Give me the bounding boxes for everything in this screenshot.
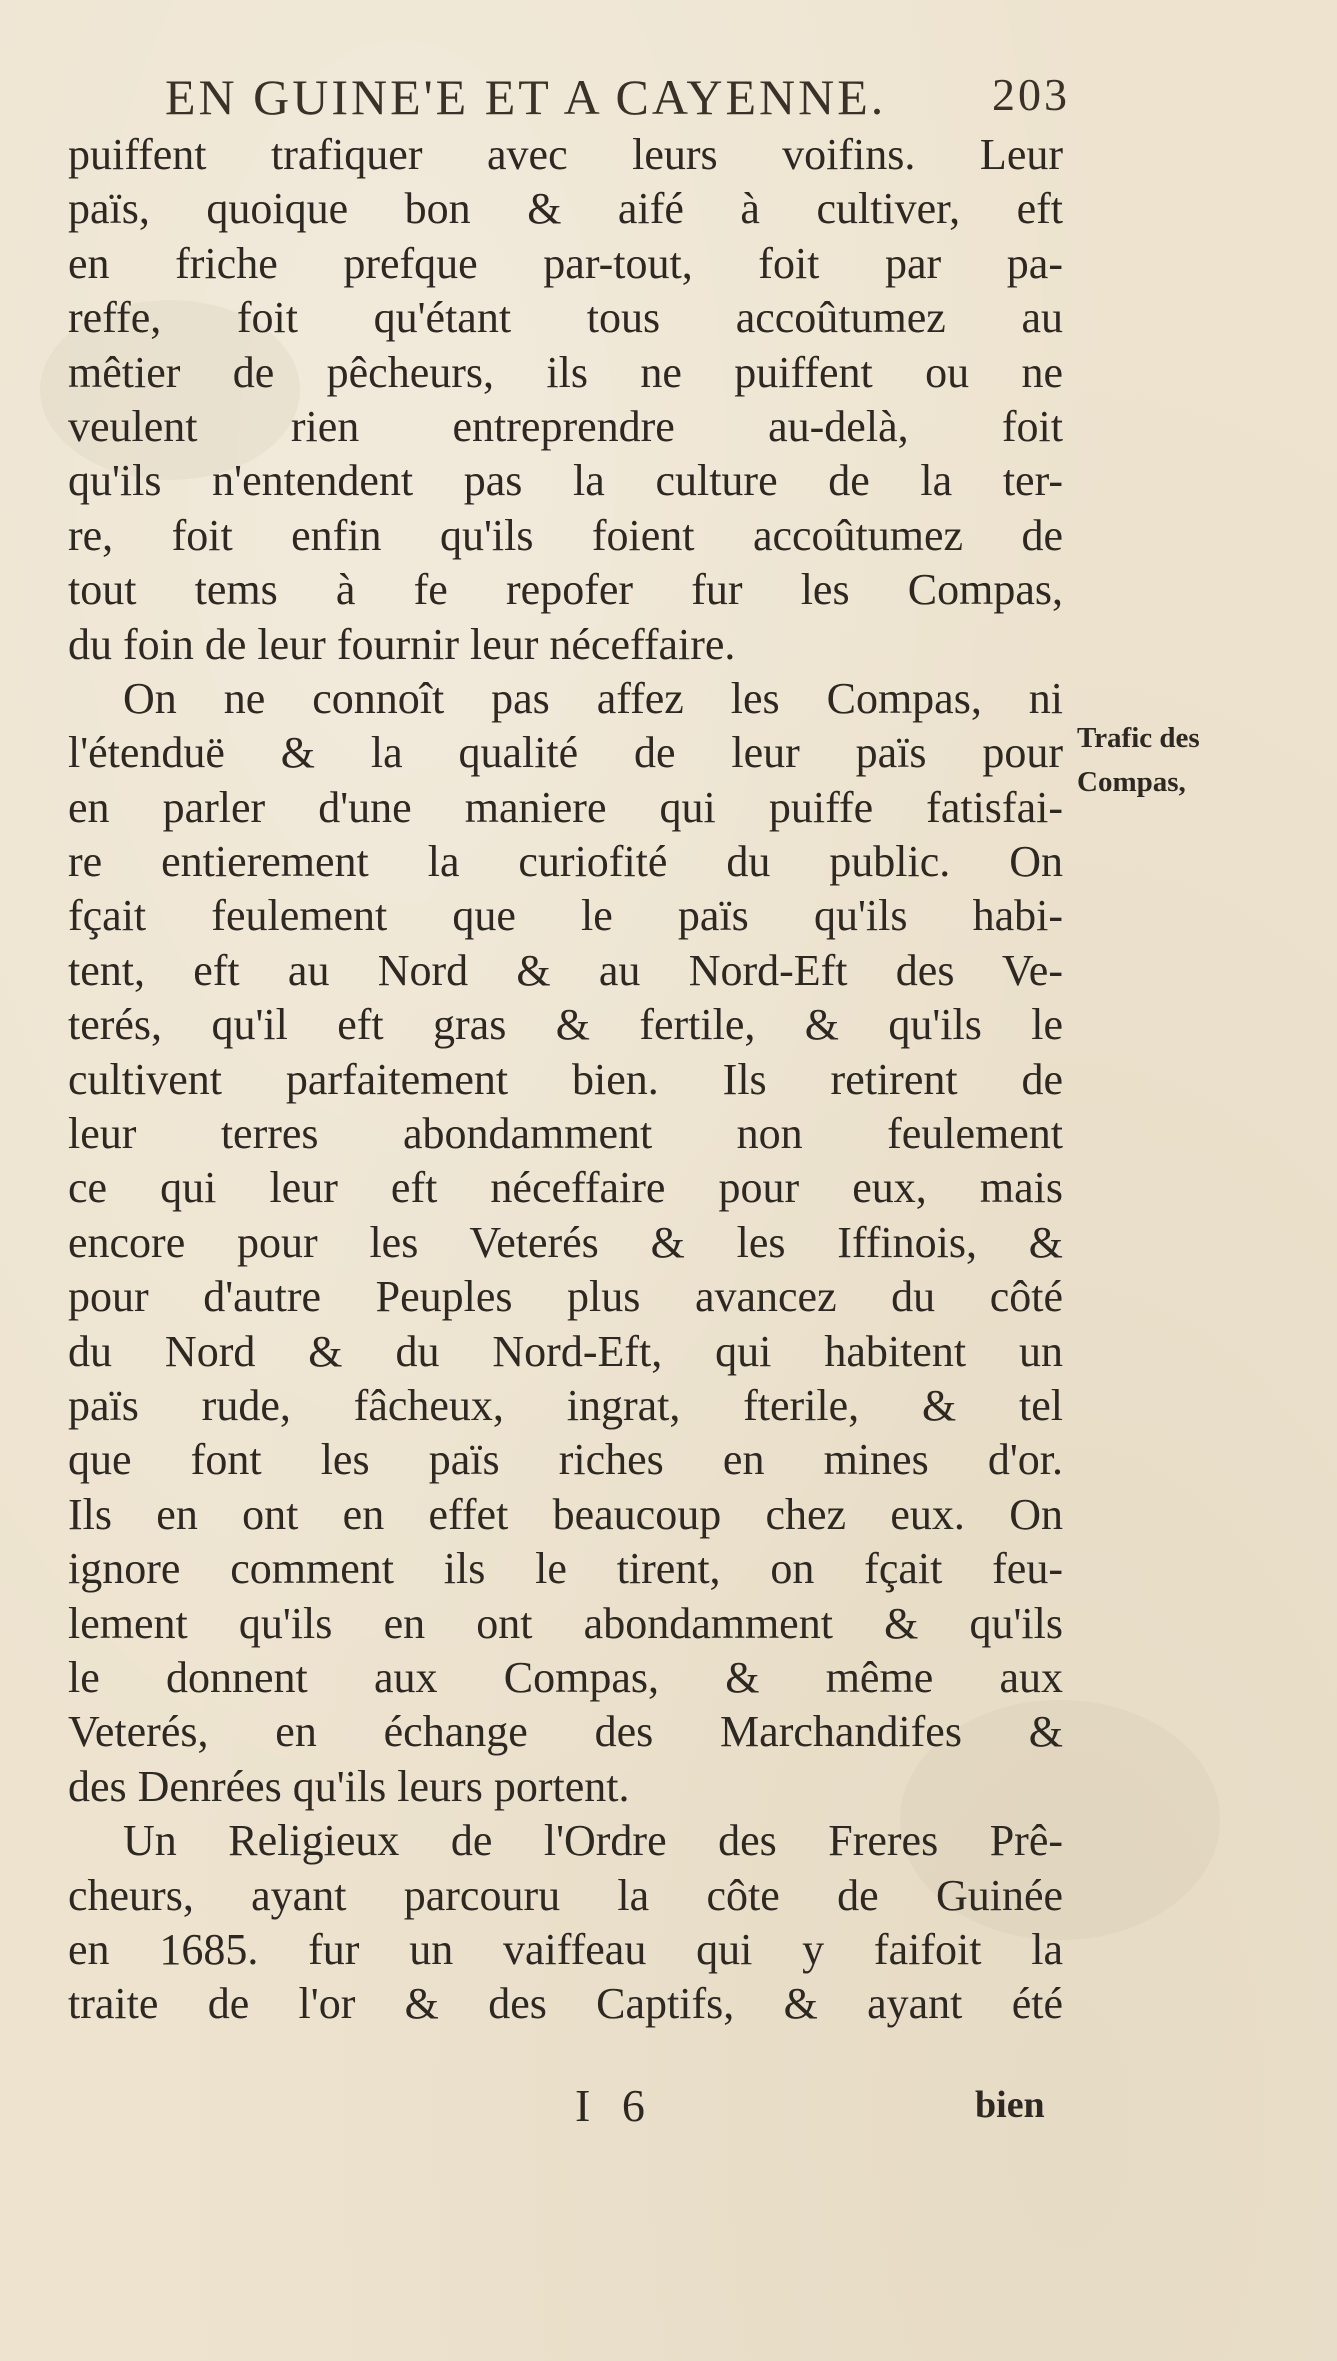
text-line: du Nord & du Nord-Eft, qui habitent un — [68, 1326, 1063, 1376]
text-line: terés, qu'il eft gras & fertile, & qu'ils le — [68, 1000, 1063, 1050]
text-line: païs, quoique bon & aifé à cultiver, eft — [68, 184, 1063, 234]
text-line: leur terres abondamment non feulement — [68, 1109, 1063, 1159]
text-line: le donnent aux Compas, & même aux — [68, 1652, 1063, 1702]
text-line: Ils en ont en effet beaucoup chez eux. On — [68, 1489, 1063, 1539]
text-line: encore pour les Veterés & les Iffinois, & — [68, 1217, 1063, 1267]
paragraph-start-line: Un Religieux de l'Ordre des Freres Prê- — [123, 1816, 1063, 1866]
text-line: lement qu'ils en ont abondamment & qu'ils — [68, 1598, 1063, 1648]
signature-mark: I 6 — [575, 2080, 655, 2131]
text-line: des Denrées qu'ils leurs portent. — [68, 1761, 630, 1811]
text-line: païs rude, fâcheux, ingrat, fterile, & tel — [68, 1380, 1063, 1430]
page-number: 203 — [992, 69, 1070, 120]
text-line: en friche prefque par-tout, foit par pa- — [68, 238, 1063, 288]
paragraph-start-line: On ne connoît pas affez les Compas, ni — [123, 673, 1063, 723]
text-line: traite de l'or & des Captifs, & ayant été — [68, 1979, 1063, 2029]
marginal-note-line: Trafic des — [1077, 722, 1200, 754]
text-line: puiffent trafiquer avec leurs voifins. Leur — [68, 130, 1063, 179]
text-line: ignore comment ils le tirent, on fçait feu- — [68, 1544, 1063, 1594]
body-text — [68, 128, 1063, 2032]
catchword: bien — [975, 2084, 1045, 2126]
marginal-note — [1077, 716, 1307, 804]
text-line: re entierement la curiofité du public. On — [68, 837, 1063, 887]
text-line: ce qui leur eft néceffaire pour eux, mais — [68, 1163, 1063, 1213]
text-line: Veterés, en échange des Marchandifes & — [68, 1707, 1063, 1757]
text-line: reffe, foit qu'étant tous accoûtumez au — [68, 293, 1063, 343]
text-line: l'étenduë & la qualité de leur païs pour — [68, 728, 1063, 778]
text-line: en 1685. fur un vaiffeau qui y faifoit la — [68, 1924, 1063, 1974]
text-line: tout tems à fe repofer fur les Compas, — [68, 565, 1063, 615]
running-title: EN GUINE'E ET A CAYENNE. — [165, 69, 887, 125]
text-line: tent, eft au Nord & au Nord-Eft des Ve- — [68, 945, 1063, 995]
text-line: en parler d'une maniere qui puiffe fatisfai- — [68, 782, 1063, 832]
text-line: que font les païs riches en mines d'or. — [68, 1435, 1063, 1485]
text-line: cultivent parfaitement bien. Ils retirent de — [68, 1054, 1063, 1104]
text-line: re, foit enfin qu'ils foient accoûtumez de — [68, 510, 1063, 560]
text-line: fçait feulement que le païs qu'ils habi- — [68, 891, 1063, 941]
text-line: veulent rien entreprendre au-delà, foit — [68, 401, 1063, 451]
text-line: qu'ils n'entendent pas la culture de la ter- — [68, 456, 1063, 506]
marginal-note-line: Compas, — [1077, 766, 1186, 798]
text-line: cheurs, ayant parcouru la côte de Guinée — [68, 1870, 1063, 1920]
text-line: du foin de leur fournir leur néceffaire. — [68, 619, 736, 669]
text-line: mêtier de pêcheurs, ils ne puiffent ou ne — [68, 347, 1063, 397]
text-line: pour d'autre Peuples plus avancez du côté — [68, 1272, 1063, 1322]
